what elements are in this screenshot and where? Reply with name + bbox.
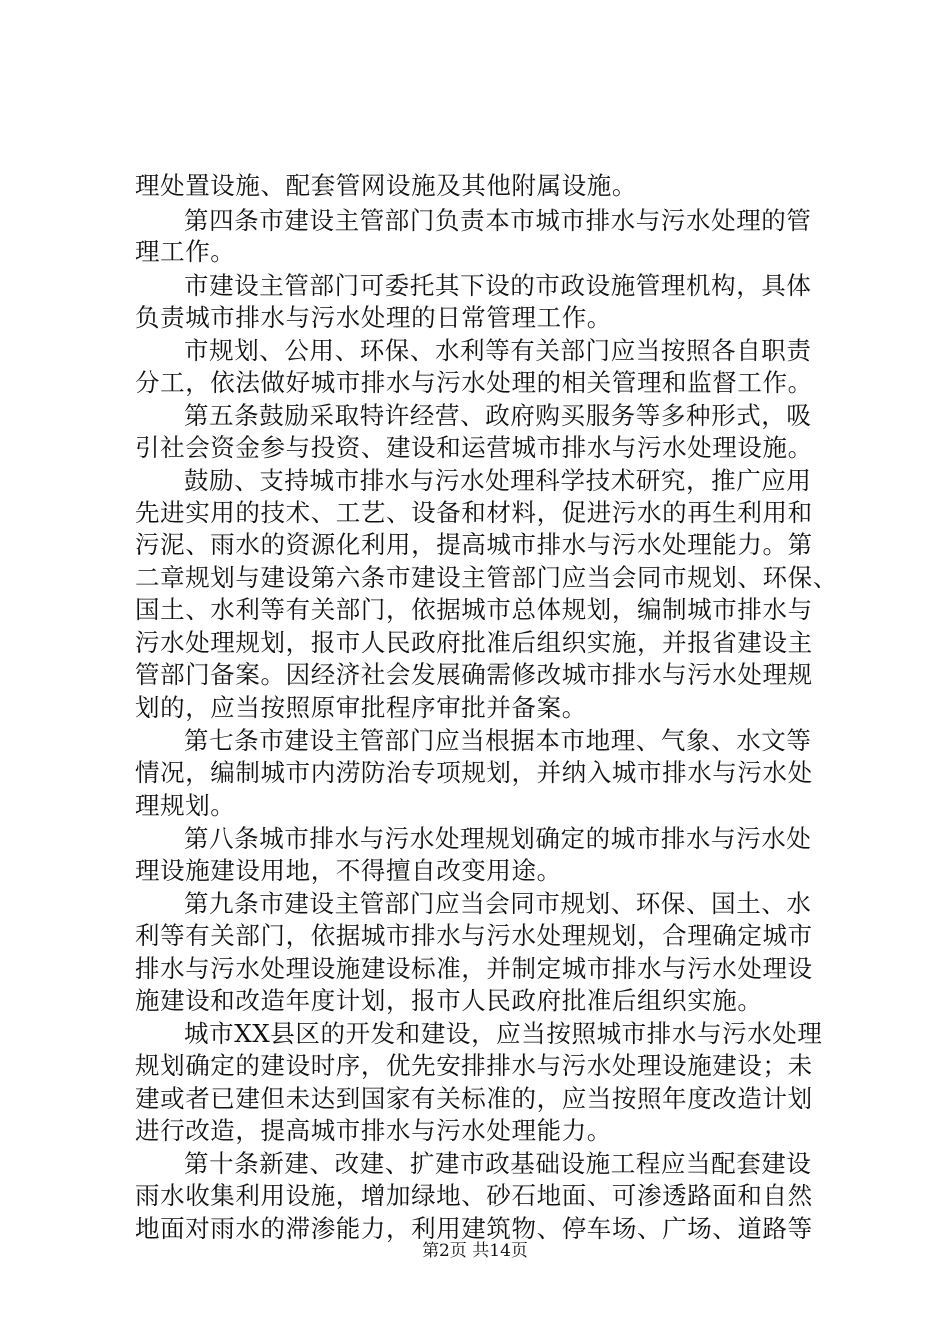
paragraph-start-line: 鼓励、支持城市排水与污水处理科学技术研究，推广应用 [184,466,812,495]
paragraph-start-line: 第九条市建设主管部门应当会同市规划、环保、国土、水 [184,889,812,918]
text-line: 施建设和改造年度计划，报市人民政府批准后组织实施。 [135,986,763,1015]
paragraph-start-line: 第五条鼓励采取特许经营、政府购买服务等多种形式，吸 [184,401,812,430]
paragraph-start-line: 城市XX县区的开发和建设，应当按照城市排水与污水处理 [184,1019,823,1048]
text-line: 国土、水利等有关部门，依据城市总体规划，编制城市排水与 [135,595,813,624]
text-line: 理处置设施、配套管网设施及其他附属设施。 [135,171,637,200]
page-number-footer: 第2页 共14页 [422,1241,528,1261]
text-line: 二章规划与建设第六条市建设主管部门应当会同市规划、环保、 [135,563,838,592]
text-line: 污泥、雨水的资源化利用，提高城市排水与污水处理能力。第 [135,530,813,559]
text-line: 排水与污水处理设施建设标准，并制定城市排水与污水处理设 [135,954,813,983]
text-line: 分工，依法做好城市排水与污水处理的相关管理和监督工作。 [135,368,813,397]
text-line: 情况，编制城市内涝防治专项规划，并纳入城市排水与污水处 [135,758,813,787]
text-line: 负责城市排水与污水处理的日常管理工作。 [135,303,612,332]
text-line: 理规划。 [135,791,236,820]
text-line: 先进实用的技术、工艺、设备和材料，促进污水的再生利用和 [135,498,813,527]
text-line: 污水处理规划，报市人民政府批准后组织实施，并报省建设主 [135,628,813,657]
paragraph-start-line: 第十条新建、改建、扩建市政基础设施工程应当配套建设 [184,1149,812,1178]
text-line: 理设施建设用地，不得擅自改变用途。 [135,856,562,885]
text-line: 利等有关部门，依据城市排水与污水处理规划，合理确定城市 [135,921,813,950]
text-line: 建或者已建但未达到国家有关标准的，应当按照年度改造计划 [135,1084,813,1113]
paragraph-start-line: 市规划、公用、环保、水利等有关部门应当按照各自职责 [184,336,812,365]
text-line: 划的，应当按照原审批程序审批并备案。 [135,693,587,722]
paragraph-start-line: 第七条市建设主管部门应当根据本市地理、气象、水文等 [184,726,812,755]
paragraph-start-line: 第四条市建设主管部门负责本市城市排水与污水处理的管 [184,206,812,235]
text-line: 规划确定的建设时序，优先安排排水与污水处理设施建设；未 [135,1051,813,1080]
text-line: 管部门备案。因经济社会发展确需修改城市排水与污水处理规 [135,660,813,689]
text-line: 地面对雨水的滞渗能力，利用建筑物、停车场、广场、道路等 [135,1214,813,1243]
paragraph-start-line: 市建设主管部门可委托其下设的市政设施管理机构，具体 [184,271,812,300]
paragraph-start-line: 第八条城市排水与污水处理规划确定的城市排水与污水处 [184,824,812,853]
text-line: 引社会资金参与投资、建设和运营城市排水与污水处理设施。 [135,433,813,462]
text-line: 雨水收集利用设施，增加绿地、砂石地面、可渗透路面和自然 [135,1181,813,1210]
text-line: 进行改造，提高城市排水与污水处理能力。 [135,1116,612,1145]
text-line: 理工作。 [135,237,236,266]
